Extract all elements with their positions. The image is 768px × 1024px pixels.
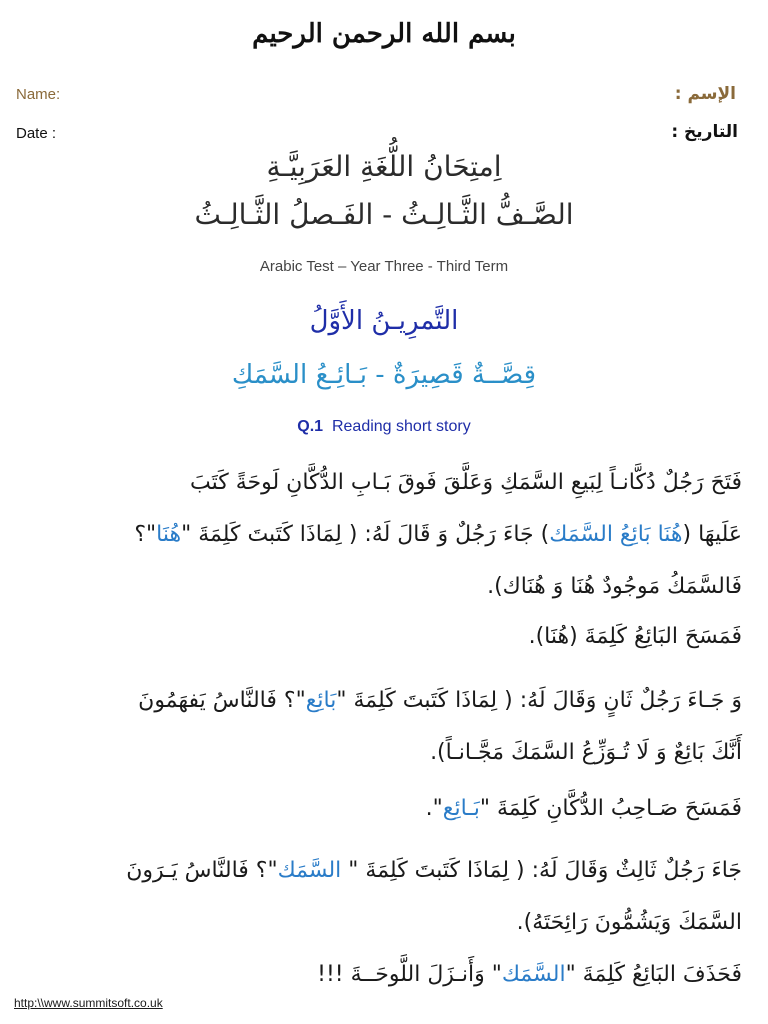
- story-highlight: هُنَا بَائِعُ السَّمَك: [549, 522, 683, 547]
- name-label: Name:: [16, 86, 61, 103]
- story-highlight: هُنَا: [156, 522, 182, 547]
- story-line-5: [22, 688, 742, 713]
- story-line-2: [22, 522, 742, 547]
- exercise-title: التَّمرِيـنُ الأَوَّلُ: [309, 306, 459, 336]
- story-text: ) جَاءَ رَجُلٌ وَ قَالَ لَهُ: ( لِمَاذَا كَتَبتَ كَلِمَةَ ": [181, 522, 550, 547]
- story-line-9: السَّمَكَ وَيَشُمُّونَ رَائِحَتَهُ).: [516, 910, 742, 935]
- date-label-arabic: التاريخ :: [671, 122, 738, 142]
- story-text: فَمَسَحَ صَـاحِبُ الدُّكَّانِ كَلِمَةَ ": [479, 796, 742, 821]
- story-line-8: [22, 858, 742, 883]
- story-line-3: فَالسَّمَكُ مَوجُودٌ هُنَا وَ هُنَاك).: [487, 574, 742, 599]
- story-text: عَلَيهَا (: [682, 522, 742, 547]
- story-highlight: بَائِع: [305, 688, 337, 713]
- story-text: "؟ فَالنَّاسُ يَفهَمُونَ: [138, 688, 306, 713]
- question-number: Q.1: [297, 418, 324, 435]
- story-text: ).: [528, 624, 545, 649]
- story-highlight: بَـائِع: [442, 796, 480, 821]
- story-text: "؟ فَالنَّاسُ يَـرَونَ: [126, 858, 278, 883]
- story-title: قِصَّــةٌ قَصِيرَةٌ - بَـائِـعُ السَّمَكِ: [231, 360, 537, 390]
- question-heading: [0, 418, 768, 436]
- story-text: هُنَا: [544, 624, 570, 649]
- story-text: "؟: [134, 522, 157, 547]
- story-line-10: [22, 962, 742, 987]
- story-line-6: أَنَّكَ بَائِعٌ وَ لَا تُـوَزِّعُ السَّمَكَ مَجَّـانـاً).: [430, 740, 742, 765]
- story-text: ".: [425, 796, 443, 821]
- date-label: Date :: [16, 125, 57, 142]
- story-text: " وَأَنـزَلَ اللَّوحَــةَ !!!: [317, 962, 502, 987]
- exam-title: اِمتِحَانُ اللُّغَةِ العَرَبِيَّـةِ: [266, 150, 502, 183]
- basmala-calligraphy: بسم الله الرحمن الرحيم: [252, 19, 516, 49]
- english-subtitle: Arabic Test – Year Three - Third Term: [259, 258, 509, 275]
- grade-term-title: الصَّـفُّ الثَّـالِـثُ - الفَـصلُ الثَّـالِـثُ: [194, 198, 574, 231]
- footer-website-link[interactable]: http:\\www.summitsoft.co.uk: [14, 996, 163, 1010]
- story-text: وَ جَـاءَ رَجُلٌ ثَانٍ وَقَالَ لَهُ: ( لِمَاذَا كَتَبتَ كَلِمَةَ ": [336, 688, 742, 713]
- story-highlight: السَّمَك: [277, 858, 342, 883]
- name-label-arabic: الإسم :: [674, 84, 736, 104]
- story-line-1: فَتَحَ رَجُلٌ دُكَّانـاً لِبَيعِ السَّمَكِ وَعَلَّقَ فَوقَ بَـابِ الدُّكَّانِ لَوحَةً كَتَبَ: [190, 470, 742, 495]
- story-text: فَمَسَحَ البَائِعُ كَلِمَةَ (: [569, 624, 742, 649]
- story-highlight: السَّمَك: [501, 962, 566, 987]
- story-line-7: [22, 796, 742, 821]
- story-line-4: [22, 624, 742, 649]
- story-text: جَاءَ رَجُلٌ ثَالِثٌ وَقَالَ لَهُ: ( لِمَاذَا كَتَبتَ كَلِمَةَ ": [341, 858, 742, 883]
- story-text: فَحَذَفَ البَائِعُ كَلِمَةَ ": [565, 962, 742, 987]
- question-text: Reading short story: [331, 418, 471, 435]
